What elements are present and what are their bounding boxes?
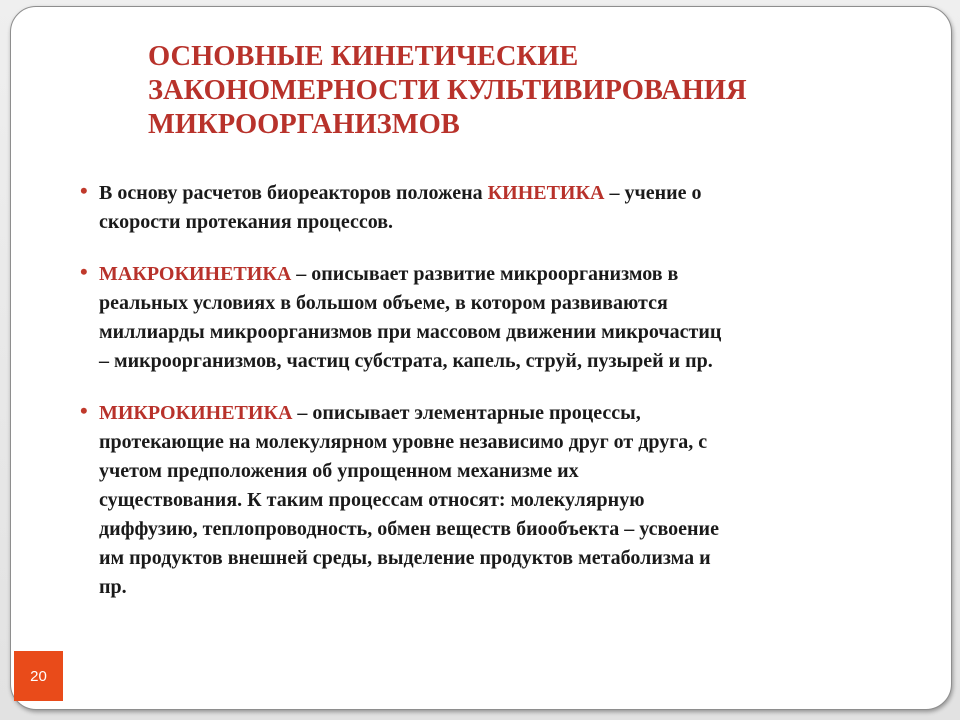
bullet-line: реальных условиях в большом объеме, в котором развиваются: [99, 292, 668, 314]
term-microkinetics: МИКРОКИНЕТИКА: [99, 402, 293, 424]
bullet-text: – учение о: [604, 182, 702, 204]
bullet-line: пр.: [99, 576, 127, 598]
bullet-macrokinetics: [80, 259, 929, 376]
bullet-dot-icon: •: [80, 178, 88, 203]
bullet-text: – описывает элементарные процессы,: [292, 402, 641, 424]
bullet-list: [80, 178, 929, 625]
bullet-line: [99, 399, 929, 428]
bullet-dot-icon: •: [80, 398, 88, 423]
slide-title: [148, 40, 888, 142]
term-macrokinetics: МАКРОКИНЕТИКА: [99, 263, 292, 285]
page-number-badge: 20: [14, 651, 63, 701]
title-line: ОСНОВНЫЕ КИНЕТИЧЕСКИЕ: [148, 41, 579, 72]
bullet-line: учетом предположения об упрощенном механизме их: [99, 460, 579, 482]
bullet-kinetics: [80, 178, 929, 237]
bullet-line: протекающие на молекулярном уровне независимо друг от друга, с: [99, 431, 708, 453]
title-line: ЗАКОНОМЕРНОСТИ КУЛЬТИВИРОВАНИЯ: [148, 75, 747, 106]
bullet-line: – микроорганизмов, частиц субстрата, капель, струй, пузырей и пр.: [99, 350, 713, 372]
bullet-line: им продуктов внешней среды, выделение продуктов метаболизма и: [99, 547, 711, 569]
bullet-line: [99, 260, 929, 289]
bullet-dot-icon: •: [80, 259, 88, 284]
bullet-text: В основу расчетов биореакторов положена: [99, 182, 488, 204]
term-kinetics: КИНЕТИКА: [487, 182, 605, 204]
bullet-line: скорости протекания процессов.: [99, 211, 394, 233]
bullet-line: миллиарды микроорганизмов при массовом движении микрочастиц: [99, 321, 722, 343]
title-line: МИКРООРГАНИЗМОВ: [148, 109, 460, 140]
bullet-microkinetics: [80, 398, 929, 602]
slide-frame: [10, 6, 952, 710]
bullet-line: существования. К таким процессам относят: молекулярную: [99, 489, 645, 511]
bullet-text: – описывает развитие микроорганизмов в: [291, 263, 679, 285]
bullet-line: [99, 179, 929, 208]
bullet-line: диффузию, теплопроводность, обмен веществ биообъекта – усвоение: [99, 518, 719, 540]
